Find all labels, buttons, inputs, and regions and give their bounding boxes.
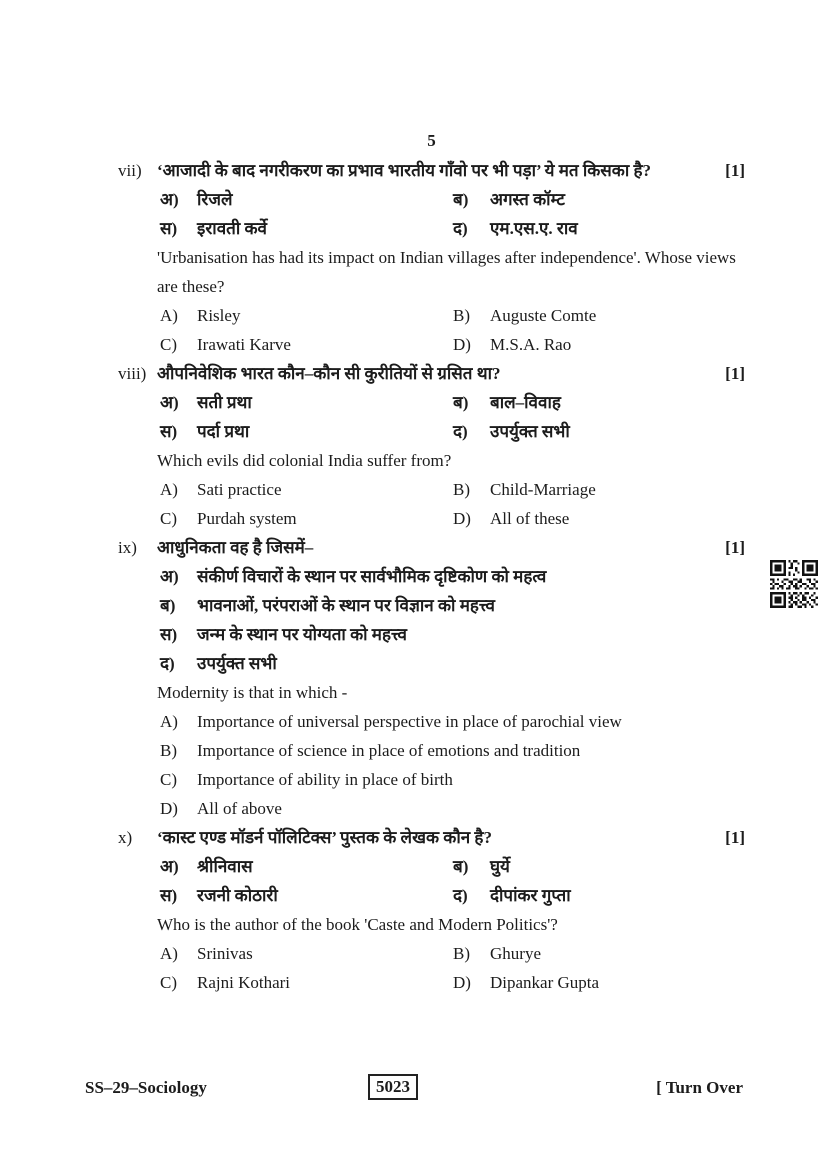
option	[160, 968, 453, 997]
question-text-hindi: आधुनिकता वह है जिसमें–	[157, 538, 314, 557]
option	[453, 388, 745, 417]
option-text: Risley	[197, 306, 241, 325]
option	[160, 185, 453, 214]
option	[453, 330, 745, 359]
option-label: अ)	[160, 857, 179, 876]
option-text: पर्दा प्रथा	[197, 422, 250, 441]
question-number: viii)	[118, 364, 147, 383]
question-text-hindi: ‘आजादी के बाद नगरीकरण का प्रभाव भारतीय गाँवो पर भी पड़ा’ ये मत किसका है?	[157, 161, 652, 180]
option-label: स)	[160, 625, 178, 644]
option-text: All of these	[490, 509, 570, 528]
question-x	[118, 823, 745, 997]
option-text: Irawati Karve	[197, 335, 291, 354]
option-text: संकीर्ण विचारों के स्थान पर सार्वभौमिक दृष्टिकोण को महत्व	[197, 567, 547, 586]
option-label: स)	[160, 886, 178, 905]
qr-code	[770, 558, 818, 610]
option-text: दीपांकर गुप्ता	[490, 886, 571, 905]
options-hindi	[160, 852, 745, 910]
option-label: ब)	[453, 190, 469, 209]
option-text: Rajni Kothari	[197, 973, 291, 992]
option-label: C)	[160, 973, 177, 992]
option-label: D)	[453, 335, 471, 354]
option-label: D)	[160, 799, 178, 818]
option	[453, 214, 745, 243]
question-marks: [1]	[725, 538, 745, 557]
option-text: अगस्त कॉम्ट	[490, 190, 565, 209]
question-text-hindi: औपनिवेशिक भारत कौन–कौन सी कुरीतियों से ग्रसित था?	[157, 364, 501, 383]
option-text: रिजले	[197, 190, 233, 209]
option-text: Importance of ability in place of birth	[197, 770, 453, 789]
option-text: रजनी कोठारी	[197, 886, 278, 905]
option-text: श्रीनिवास	[197, 857, 253, 876]
option-label: D)	[453, 509, 471, 528]
option	[160, 881, 453, 910]
option-label: अ)	[160, 190, 179, 209]
footer-center-code: 5023	[368, 1074, 418, 1100]
option-text: एम.एस.ए. राव	[490, 219, 578, 238]
option-label: द)	[453, 422, 468, 441]
option-label: स)	[160, 219, 178, 238]
option	[453, 852, 745, 881]
option	[160, 591, 745, 620]
option-label: ब)	[453, 857, 469, 876]
option-label: C)	[160, 509, 177, 528]
option-text: Child-Marriage	[490, 480, 596, 499]
option-text: Ghurye	[490, 944, 541, 963]
option-text: सती प्रथा	[197, 393, 252, 412]
option-text: भावनाओं, परंपराओं के स्थान पर विज्ञान को महत्त्व	[197, 596, 495, 615]
option-label: C)	[160, 335, 177, 354]
option	[160, 504, 453, 533]
question-vii	[118, 156, 745, 359]
option	[160, 330, 453, 359]
option	[453, 301, 745, 330]
options-english	[160, 707, 745, 823]
option	[160, 417, 453, 446]
options-english	[160, 939, 745, 997]
option-label: A)	[160, 480, 178, 499]
options-hindi	[160, 562, 745, 678]
options-english	[160, 301, 745, 359]
question-number: vii)	[118, 161, 142, 180]
question-marks: [1]	[725, 828, 745, 847]
option-label: C)	[160, 770, 177, 789]
option-text: Srinivas	[197, 944, 253, 963]
option-text: All of above	[197, 799, 282, 818]
options-english	[160, 475, 745, 533]
option-text: Importance of universal perspective in place of parochial view	[197, 712, 622, 731]
question-viii	[118, 359, 745, 533]
option-text: Auguste Comte	[490, 306, 597, 325]
option-text: उपर्युक्त सभी	[197, 654, 277, 673]
option-label: स)	[160, 422, 178, 441]
question-text-english: 'Urbanisation has had its impact on Indian villages after independence'. Whose views are these?	[157, 248, 736, 296]
option-label: A)	[160, 712, 178, 731]
options-hindi	[160, 185, 745, 243]
option-label: ब)	[453, 393, 469, 412]
option	[160, 852, 453, 881]
option-text: M.S.A. Rao	[490, 335, 572, 354]
option-text: Importance of science in place of emotions and tradition	[197, 741, 581, 760]
option	[453, 475, 745, 504]
question-number: x)	[118, 828, 133, 847]
option-text: जन्म के स्थान पर योग्यता को महत्त्व	[197, 625, 407, 644]
question-text-english: Modernity is that in which -	[157, 683, 348, 702]
option	[453, 939, 745, 968]
page-content	[118, 128, 745, 997]
option	[453, 968, 745, 997]
option-label: द)	[453, 886, 468, 905]
option-text: घुर्ये	[490, 857, 510, 876]
option	[453, 504, 745, 533]
question-number: ix)	[118, 538, 137, 557]
option	[453, 881, 745, 910]
question-text-english: Who is the author of the book 'Caste and Modern Politics'?	[157, 915, 558, 934]
option-label: A)	[160, 306, 178, 325]
option-text: Sati practice	[197, 480, 282, 499]
option	[160, 475, 453, 504]
option-label: B)	[453, 480, 470, 499]
footer-turn-over: [ Turn Over	[656, 1078, 743, 1097]
option-label: अ)	[160, 393, 179, 412]
question-marks: [1]	[725, 364, 745, 383]
option-label: अ)	[160, 567, 179, 586]
option-label: द)	[453, 219, 468, 238]
option-text: उपर्युक्त सभी	[490, 422, 570, 441]
option	[160, 214, 453, 243]
option-label: B)	[453, 944, 470, 963]
option	[160, 562, 745, 591]
question-text-english: Which evils did colonial India suffer from?	[157, 451, 452, 470]
option	[160, 301, 453, 330]
question-ix	[118, 533, 745, 823]
question-text-hindi: ‘कास्ट एण्ड मॉडर्न पॉलिटिक्स’ पुस्तक के लेखक कौन है?	[157, 828, 492, 847]
option-label: A)	[160, 944, 178, 963]
option-text: Dipankar Gupta	[490, 973, 600, 992]
option	[160, 707, 745, 736]
option	[160, 649, 745, 678]
page-number: 5	[427, 131, 436, 150]
option-label: द)	[160, 654, 175, 673]
option-text: Purdah system	[197, 509, 297, 528]
options-hindi	[160, 388, 745, 446]
option	[160, 388, 453, 417]
option	[160, 736, 745, 765]
option-label: D)	[453, 973, 471, 992]
option-text: इरावती कर्वे	[197, 219, 268, 238]
option-label: B)	[160, 741, 177, 760]
footer-paper-code: SS–29–Sociology	[85, 1078, 207, 1097]
option	[160, 939, 453, 968]
option	[453, 417, 745, 446]
option-label: B)	[453, 306, 470, 325]
option	[160, 765, 745, 794]
question-marks: [1]	[725, 161, 745, 180]
option	[160, 620, 745, 649]
option	[453, 185, 745, 214]
option-label: ब)	[160, 596, 176, 615]
option-text: बाल–विवाह	[490, 393, 561, 412]
option	[160, 794, 745, 823]
